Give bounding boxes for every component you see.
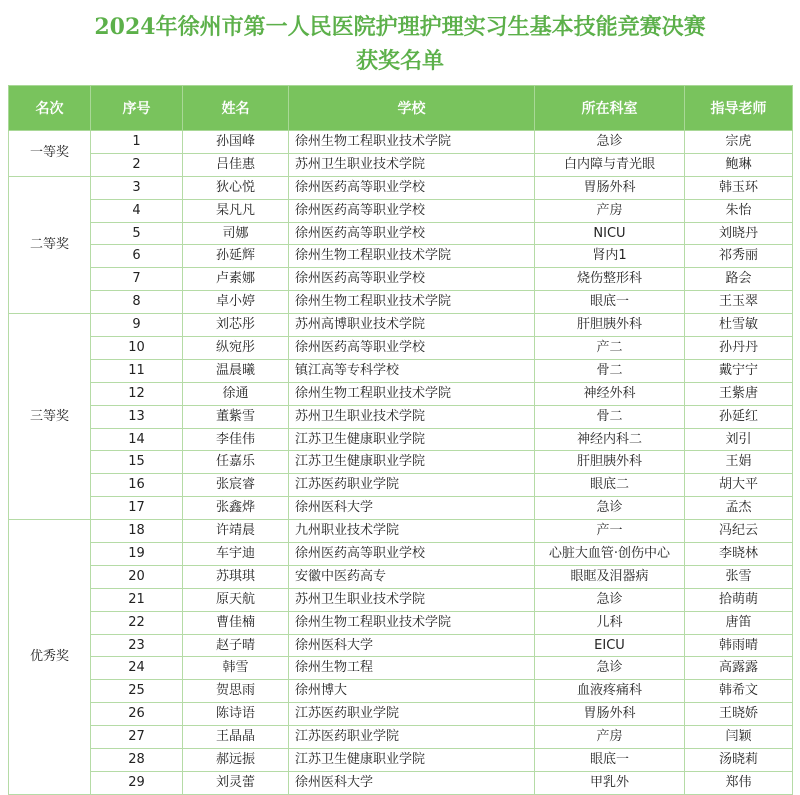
table-row	[9, 245, 793, 268]
table-row	[9, 428, 793, 451]
name-cell: 苏琪琪	[183, 565, 289, 588]
table-row	[9, 680, 793, 703]
name-cell: 徐通	[183, 382, 289, 405]
number-cell: 1	[91, 131, 183, 154]
department-cell: 肾内1	[535, 245, 685, 268]
department-cell: 胃肠外科	[535, 703, 685, 726]
department-cell: 急诊	[535, 657, 685, 680]
teacher-cell: 韩玉环	[685, 176, 793, 199]
number-cell: 27	[91, 726, 183, 749]
rank-cell: 优秀奖	[9, 520, 91, 795]
teacher-cell: 杜雪敏	[685, 314, 793, 337]
department-cell: 甲乳外	[535, 771, 685, 794]
number-cell: 9	[91, 314, 183, 337]
school-cell: 徐州生物工程职业技术学院	[289, 131, 535, 154]
name-cell: 孙延辉	[183, 245, 289, 268]
school-cell: 徐州博大	[289, 680, 535, 703]
teacher-cell: 高露露	[685, 657, 793, 680]
name-cell: 卓小婷	[183, 291, 289, 314]
name-cell: 韩雪	[183, 657, 289, 680]
name-cell: 卢素娜	[183, 268, 289, 291]
department-cell: 眼眶及泪器病	[535, 565, 685, 588]
table-row	[9, 131, 793, 154]
teacher-cell: 李晓林	[685, 543, 793, 566]
number-cell: 13	[91, 405, 183, 428]
department-cell: 眼底一	[535, 291, 685, 314]
school-cell: 徐州生物工程职业技术学院	[289, 611, 535, 634]
department-cell: 眼底二	[535, 474, 685, 497]
name-cell: 许靖晨	[183, 520, 289, 543]
table-row	[9, 565, 793, 588]
name-cell: 司娜	[183, 222, 289, 245]
school-cell: 江苏卫生健康职业学院	[289, 451, 535, 474]
name-cell: 陈诗语	[183, 703, 289, 726]
table-row	[9, 405, 793, 428]
teacher-cell: 王娟	[685, 451, 793, 474]
award-table	[8, 85, 793, 795]
name-cell: 贺思雨	[183, 680, 289, 703]
rank-cell: 一等奖	[9, 131, 91, 177]
school-cell: 苏州卫生职业技术学院	[289, 588, 535, 611]
school-cell: 徐州生物工程职业技术学院	[289, 291, 535, 314]
teacher-cell: 郑伟	[685, 771, 793, 794]
name-cell: 温晨曦	[183, 359, 289, 382]
teacher-cell: 冯纪云	[685, 520, 793, 543]
number-cell: 25	[91, 680, 183, 703]
page-title: 2024年徐州市第一人民医院护理护理实习生基本技能竞赛决赛	[94, 14, 706, 40]
school-cell: 苏州卫生职业技术学院	[289, 405, 535, 428]
teacher-cell: 宗虎	[685, 131, 793, 154]
number-cell: 7	[91, 268, 183, 291]
name-cell: 吕佳惠	[183, 153, 289, 176]
department-cell: 急诊	[535, 588, 685, 611]
department-cell: NICU	[535, 222, 685, 245]
number-cell: 10	[91, 337, 183, 360]
name-cell: 李佳伟	[183, 428, 289, 451]
table-row	[9, 314, 793, 337]
table-row	[9, 726, 793, 749]
teacher-cell: 孙延红	[685, 405, 793, 428]
table-row	[9, 176, 793, 199]
school-cell: 徐州医药高等职业学校	[289, 337, 535, 360]
table-row	[9, 291, 793, 314]
school-cell: 徐州医科大学	[289, 771, 535, 794]
department-cell: 眼底一	[535, 749, 685, 772]
teacher-cell: 朱怡	[685, 199, 793, 222]
header-name: 姓名	[183, 86, 289, 131]
name-cell: 刘灵蕾	[183, 771, 289, 794]
number-cell: 28	[91, 749, 183, 772]
department-cell: 肝胆胰外科	[535, 451, 685, 474]
teacher-cell: 韩希文	[685, 680, 793, 703]
department-cell: 骨二	[535, 405, 685, 428]
teacher-cell: 路会	[685, 268, 793, 291]
department-cell: EICU	[535, 634, 685, 657]
department-cell: 产二	[535, 337, 685, 360]
teacher-cell: 王晓娇	[685, 703, 793, 726]
teacher-cell: 孙丹丹	[685, 337, 793, 360]
number-cell: 2	[91, 153, 183, 176]
department-cell: 儿科	[535, 611, 685, 634]
teacher-cell: 韩雨晴	[685, 634, 793, 657]
name-cell: 张宸睿	[183, 474, 289, 497]
name-cell: 狄心悦	[183, 176, 289, 199]
table-row	[9, 657, 793, 680]
teacher-cell: 汤晓莉	[685, 749, 793, 772]
school-cell: 苏州高博职业技术学院	[289, 314, 535, 337]
school-cell: 徐州医药高等职业学校	[289, 222, 535, 245]
department-cell: 心脏大血管·创伤中心	[535, 543, 685, 566]
teacher-cell: 张雪	[685, 565, 793, 588]
school-cell: 江苏卫生健康职业学院	[289, 428, 535, 451]
header-rank: 名次	[9, 86, 91, 131]
school-cell: 江苏医药职业学院	[289, 474, 535, 497]
number-cell: 17	[91, 497, 183, 520]
table-row	[9, 634, 793, 657]
school-cell: 徐州医科大学	[289, 497, 535, 520]
school-cell: 江苏卫生健康职业学院	[289, 749, 535, 772]
number-cell: 24	[91, 657, 183, 680]
number-cell: 8	[91, 291, 183, 314]
page-subtitle: 获奖名单	[355, 48, 444, 74]
department-cell: 急诊	[535, 131, 685, 154]
number-cell: 6	[91, 245, 183, 268]
teacher-cell: 王紫唐	[685, 382, 793, 405]
teacher-cell: 唐笛	[685, 611, 793, 634]
rank-cell: 三等奖	[9, 314, 91, 520]
school-cell: 江苏医药职业学院	[289, 703, 535, 726]
name-cell: 车宇迪	[183, 543, 289, 566]
number-cell: 23	[91, 634, 183, 657]
teacher-cell: 鲍琳	[685, 153, 793, 176]
table-row	[9, 268, 793, 291]
table-header-row	[9, 86, 793, 131]
department-cell: 神经外科	[535, 382, 685, 405]
department-cell: 血液疼痛科	[535, 680, 685, 703]
school-cell: 徐州医药高等职业学校	[289, 176, 535, 199]
number-cell: 4	[91, 199, 183, 222]
department-cell: 产一	[535, 520, 685, 543]
name-cell: 王晶晶	[183, 726, 289, 749]
name-cell: 杲凡凡	[183, 199, 289, 222]
department-cell: 烧伤整形科	[535, 268, 685, 291]
table-row	[9, 520, 793, 543]
school-cell: 徐州医药高等职业学校	[289, 268, 535, 291]
number-cell: 20	[91, 565, 183, 588]
table-row	[9, 359, 793, 382]
department-cell: 神经内科二	[535, 428, 685, 451]
name-cell: 郝远振	[183, 749, 289, 772]
table-row	[9, 451, 793, 474]
number-cell: 15	[91, 451, 183, 474]
teacher-cell: 戴宁宁	[685, 359, 793, 382]
school-cell: 安徽中医药高专	[289, 565, 535, 588]
table-row	[9, 199, 793, 222]
table-row	[9, 749, 793, 772]
header-department: 所在科室	[535, 86, 685, 131]
table-row	[9, 611, 793, 634]
table-row	[9, 382, 793, 405]
number-cell: 3	[91, 176, 183, 199]
school-cell: 江苏医药职业学院	[289, 726, 535, 749]
name-cell: 董紫雪	[183, 405, 289, 428]
school-cell: 镇江高等专科学校	[289, 359, 535, 382]
department-cell: 骨二	[535, 359, 685, 382]
name-cell: 纵宛彤	[183, 337, 289, 360]
table-row	[9, 543, 793, 566]
table-row	[9, 337, 793, 360]
department-cell: 急诊	[535, 497, 685, 520]
name-cell: 原天航	[183, 588, 289, 611]
school-cell: 徐州医药高等职业学校	[289, 199, 535, 222]
name-cell: 任嘉乐	[183, 451, 289, 474]
department-cell: 产房	[535, 726, 685, 749]
table-row	[9, 497, 793, 520]
name-cell: 孙国峰	[183, 131, 289, 154]
teacher-cell: 刘晓丹	[685, 222, 793, 245]
name-cell: 赵子晴	[183, 634, 289, 657]
table-body	[9, 131, 793, 795]
teacher-cell: 刘引	[685, 428, 793, 451]
department-cell: 产房	[535, 199, 685, 222]
number-cell: 5	[91, 222, 183, 245]
school-cell: 苏州卫生职业技术学院	[289, 153, 535, 176]
name-cell: 曹佳楠	[183, 611, 289, 634]
school-cell: 徐州生物工程	[289, 657, 535, 680]
department-cell: 肝胆胰外科	[535, 314, 685, 337]
header-school: 学校	[289, 86, 535, 131]
name-cell: 张鑫烨	[183, 497, 289, 520]
number-cell: 11	[91, 359, 183, 382]
header-number: 序号	[91, 86, 183, 131]
header-teacher: 指导老师	[685, 86, 793, 131]
school-cell: 徐州生物工程职业技术学院	[289, 245, 535, 268]
table-row	[9, 474, 793, 497]
teacher-cell: 拾萌萌	[685, 588, 793, 611]
table-row	[9, 222, 793, 245]
number-cell: 26	[91, 703, 183, 726]
teacher-cell: 闫颖	[685, 726, 793, 749]
teacher-cell: 王玉翠	[685, 291, 793, 314]
number-cell: 18	[91, 520, 183, 543]
number-cell: 19	[91, 543, 183, 566]
number-cell: 12	[91, 382, 183, 405]
teacher-cell: 孟杰	[685, 497, 793, 520]
school-cell: 徐州生物工程职业技术学院	[289, 382, 535, 405]
department-cell: 胃肠外科	[535, 176, 685, 199]
number-cell: 16	[91, 474, 183, 497]
school-cell: 徐州医药高等职业学校	[289, 543, 535, 566]
number-cell: 21	[91, 588, 183, 611]
rank-cell: 二等奖	[9, 176, 91, 313]
teacher-cell: 祁秀丽	[685, 245, 793, 268]
number-cell: 29	[91, 771, 183, 794]
department-cell: 白内障与青光眼	[535, 153, 685, 176]
school-cell: 九州职业技术学院	[289, 520, 535, 543]
number-cell: 14	[91, 428, 183, 451]
school-cell: 徐州医科大学	[289, 634, 535, 657]
number-cell: 22	[91, 611, 183, 634]
table-row	[9, 153, 793, 176]
name-cell: 刘芯彤	[183, 314, 289, 337]
table-row	[9, 703, 793, 726]
teacher-cell: 胡大平	[685, 474, 793, 497]
table-row	[9, 588, 793, 611]
